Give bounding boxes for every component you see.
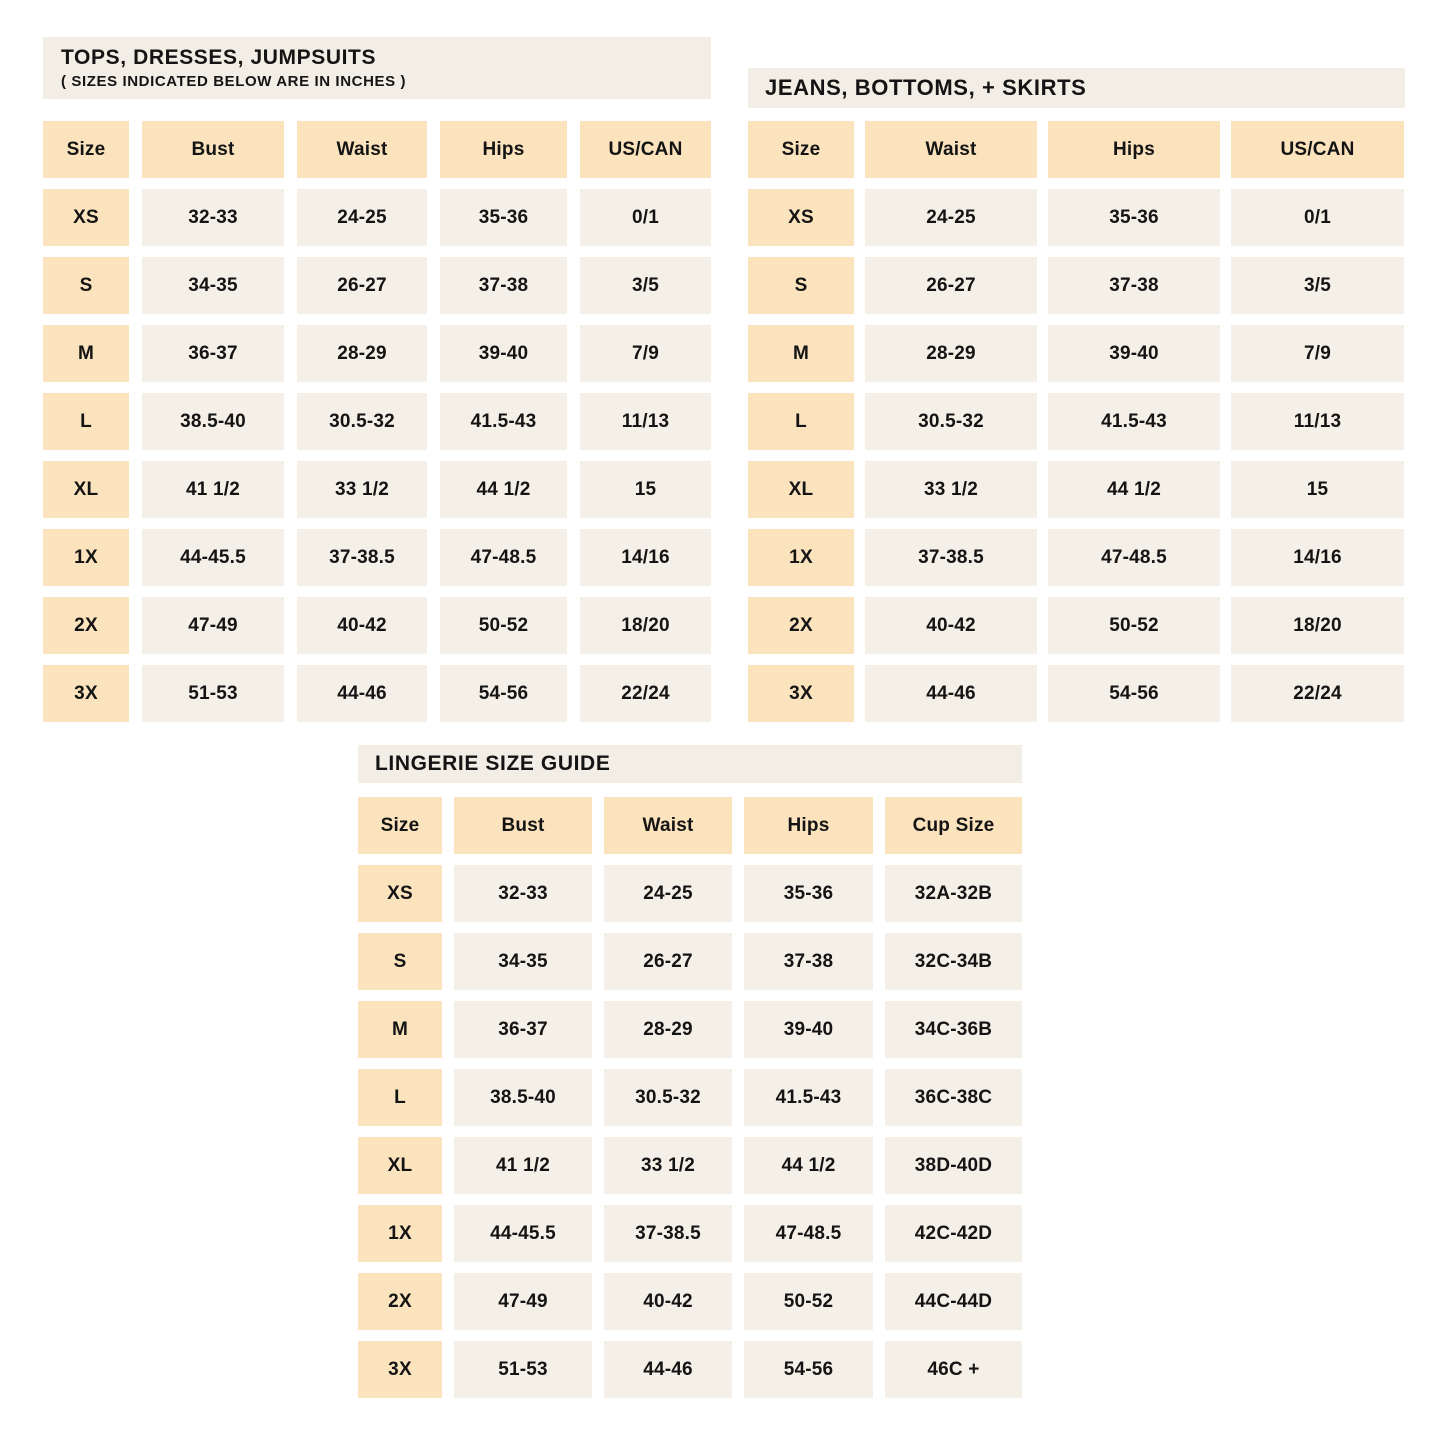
- tops-table-title-banner: [43, 37, 711, 99]
- size-label-cell: 3X: [748, 665, 854, 722]
- measurement-cell: 44-46: [604, 1341, 732, 1398]
- lingerie-table-grid: [358, 797, 1022, 1398]
- header-cell-cup-size: Cup Size: [885, 797, 1022, 854]
- measurement-cell: 41 1/2: [142, 461, 284, 518]
- measurement-cell: 37-38.5: [865, 529, 1037, 586]
- measurement-cell: 3/5: [580, 257, 711, 314]
- measurement-cell: 28-29: [865, 325, 1037, 382]
- measurement-cell: 40-42: [865, 597, 1037, 654]
- measurement-cell: 28-29: [297, 325, 427, 382]
- measurement-cell: 41 1/2: [454, 1137, 592, 1194]
- tops-table-grid: [43, 121, 711, 722]
- measurement-cell: 44C-44D: [885, 1273, 1022, 1330]
- size-label-cell: XL: [748, 461, 854, 518]
- header-cell-hips: Hips: [744, 797, 873, 854]
- size-label-cell: S: [748, 257, 854, 314]
- measurement-cell: 37-38: [744, 933, 873, 990]
- measurement-cell: 41.5-43: [440, 393, 567, 450]
- measurement-cell: 26-27: [604, 933, 732, 990]
- header-cell-hips: Hips: [1048, 121, 1220, 178]
- measurement-cell: 35-36: [1048, 189, 1220, 246]
- size-label-cell: 2X: [43, 597, 129, 654]
- measurement-cell: 41.5-43: [744, 1069, 873, 1126]
- measurement-cell: 50-52: [744, 1273, 873, 1330]
- measurement-cell: 15: [580, 461, 711, 518]
- measurement-cell: 47-49: [454, 1273, 592, 1330]
- measurement-cell: 44-46: [297, 665, 427, 722]
- measurement-cell: 46C +: [885, 1341, 1022, 1398]
- size-label-cell: M: [358, 1001, 442, 1058]
- measurement-cell: 40-42: [604, 1273, 732, 1330]
- header-cell-size: Size: [43, 121, 129, 178]
- measurement-cell: 37-38: [440, 257, 567, 314]
- measurement-cell: 44-46: [865, 665, 1037, 722]
- measurement-cell: 15: [1231, 461, 1404, 518]
- measurement-cell: 32-33: [454, 865, 592, 922]
- measurement-cell: 37-38.5: [604, 1205, 732, 1262]
- jeans-table-title-banner: [748, 68, 1405, 108]
- measurement-cell: 47-48.5: [744, 1205, 873, 1262]
- size-label-cell: M: [748, 325, 854, 382]
- measurement-cell: 36C-38C: [885, 1069, 1022, 1126]
- measurement-cell: 40-42: [297, 597, 427, 654]
- measurement-cell: 36-37: [142, 325, 284, 382]
- size-label-cell: XS: [43, 189, 129, 246]
- size-label-cell: 1X: [358, 1205, 442, 1262]
- measurement-cell: 39-40: [744, 1001, 873, 1058]
- measurement-cell: 39-40: [440, 325, 567, 382]
- measurement-cell: 35-36: [440, 189, 567, 246]
- jeans-table-grid: [748, 121, 1405, 722]
- measurement-cell: 37-38.5: [297, 529, 427, 586]
- jeans-bottoms-skirts-table: [748, 68, 1405, 722]
- measurement-cell: 0/1: [580, 189, 711, 246]
- measurement-cell: 44-45.5: [142, 529, 284, 586]
- tops-table-title: TOPS, DRESSES, JUMPSUITS: [61, 46, 377, 69]
- measurement-cell: 54-56: [1048, 665, 1220, 722]
- measurement-cell: 38D-40D: [885, 1137, 1022, 1194]
- measurement-cell: 7/9: [580, 325, 711, 382]
- jeans-table-title: JEANS, BOTTOMS, + SKIRTS: [765, 75, 1087, 100]
- measurement-cell: 32C-34B: [885, 933, 1022, 990]
- size-label-cell: M: [43, 325, 129, 382]
- header-cell-size: Size: [748, 121, 854, 178]
- header-cell-hips: Hips: [440, 121, 567, 178]
- measurement-cell: 47-48.5: [1048, 529, 1220, 586]
- tops-table-subtitle: ( SIZES INDICATED BELOW ARE IN INCHES ): [61, 73, 407, 90]
- tops-dresses-jumpsuits-table: [43, 37, 711, 722]
- measurement-cell: 26-27: [865, 257, 1037, 314]
- measurement-cell: 36-37: [454, 1001, 592, 1058]
- size-label-cell: L: [358, 1069, 442, 1126]
- measurement-cell: 42C-42D: [885, 1205, 1022, 1262]
- measurement-cell: 32-33: [142, 189, 284, 246]
- measurement-cell: 50-52: [440, 597, 567, 654]
- header-cell-us-can: US/CAN: [1231, 121, 1404, 178]
- measurement-cell: 22/24: [580, 665, 711, 722]
- measurement-cell: 0/1: [1231, 189, 1404, 246]
- size-label-cell: L: [43, 393, 129, 450]
- size-label-cell: 1X: [43, 529, 129, 586]
- size-label-cell: S: [358, 933, 442, 990]
- measurement-cell: 38.5-40: [454, 1069, 592, 1126]
- measurement-cell: 18/20: [580, 597, 711, 654]
- measurement-cell: 30.5-32: [865, 393, 1037, 450]
- measurement-cell: 51-53: [454, 1341, 592, 1398]
- lingerie-size-guide-table: [358, 745, 1022, 1398]
- lingerie-table-title-banner: [358, 745, 1022, 783]
- measurement-cell: 30.5-32: [604, 1069, 732, 1126]
- measurement-cell: 30.5-32: [297, 393, 427, 450]
- measurement-cell: 18/20: [1231, 597, 1404, 654]
- measurement-cell: 51-53: [142, 665, 284, 722]
- measurement-cell: 32A-32B: [885, 865, 1022, 922]
- header-cell-waist: Waist: [865, 121, 1037, 178]
- measurement-cell: 24-25: [865, 189, 1037, 246]
- measurement-cell: 28-29: [604, 1001, 732, 1058]
- measurement-cell: 50-52: [1048, 597, 1220, 654]
- measurement-cell: 22/24: [1231, 665, 1404, 722]
- size-label-cell: 2X: [358, 1273, 442, 1330]
- size-label-cell: XS: [358, 865, 442, 922]
- header-cell-us-can: US/CAN: [580, 121, 711, 178]
- header-cell-waist: Waist: [604, 797, 732, 854]
- measurement-cell: 34-35: [454, 933, 592, 990]
- measurement-cell: 7/9: [1231, 325, 1404, 382]
- measurement-cell: 33 1/2: [865, 461, 1037, 518]
- measurement-cell: 3/5: [1231, 257, 1404, 314]
- measurement-cell: 11/13: [580, 393, 711, 450]
- header-cell-waist: Waist: [297, 121, 427, 178]
- measurement-cell: 54-56: [440, 665, 567, 722]
- measurement-cell: 44 1/2: [1048, 461, 1220, 518]
- measurement-cell: 14/16: [1231, 529, 1404, 586]
- measurement-cell: 35-36: [744, 865, 873, 922]
- size-label-cell: 2X: [748, 597, 854, 654]
- measurement-cell: 37-38: [1048, 257, 1220, 314]
- lingerie-table-title: LINGERIE SIZE GUIDE: [375, 752, 611, 775]
- measurement-cell: 33 1/2: [604, 1137, 732, 1194]
- measurement-cell: 34-35: [142, 257, 284, 314]
- size-label-cell: 1X: [748, 529, 854, 586]
- measurement-cell: 33 1/2: [297, 461, 427, 518]
- measurement-cell: 38.5-40: [142, 393, 284, 450]
- size-label-cell: XL: [358, 1137, 442, 1194]
- measurement-cell: 24-25: [604, 865, 732, 922]
- header-cell-bust: Bust: [454, 797, 592, 854]
- measurement-cell: 34C-36B: [885, 1001, 1022, 1058]
- size-label-cell: XS: [748, 189, 854, 246]
- measurement-cell: 44-45.5: [454, 1205, 592, 1262]
- size-label-cell: XL: [43, 461, 129, 518]
- size-label-cell: S: [43, 257, 129, 314]
- measurement-cell: 44 1/2: [440, 461, 567, 518]
- size-label-cell: 3X: [43, 665, 129, 722]
- measurement-cell: 41.5-43: [1048, 393, 1220, 450]
- size-label-cell: 3X: [358, 1341, 442, 1398]
- measurement-cell: 24-25: [297, 189, 427, 246]
- header-cell-bust: Bust: [142, 121, 284, 178]
- measurement-cell: 14/16: [580, 529, 711, 586]
- measurement-cell: 39-40: [1048, 325, 1220, 382]
- measurement-cell: 47-49: [142, 597, 284, 654]
- measurement-cell: 26-27: [297, 257, 427, 314]
- measurement-cell: 54-56: [744, 1341, 873, 1398]
- header-cell-size: Size: [358, 797, 442, 854]
- measurement-cell: 44 1/2: [744, 1137, 873, 1194]
- size-label-cell: L: [748, 393, 854, 450]
- measurement-cell: 11/13: [1231, 393, 1404, 450]
- measurement-cell: 47-48.5: [440, 529, 567, 586]
